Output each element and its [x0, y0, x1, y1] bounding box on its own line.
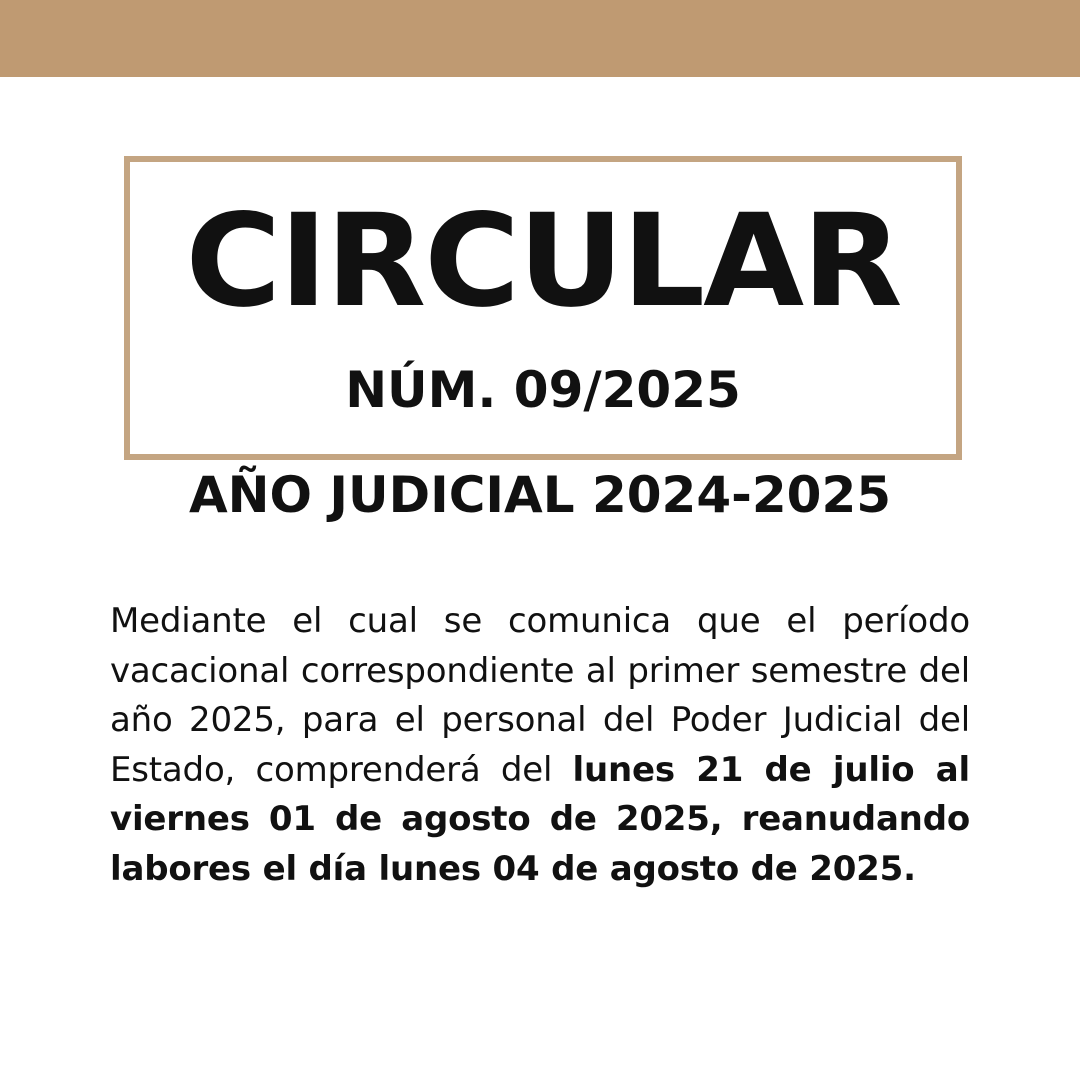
- judicial-year-heading: AÑO JUDICIAL 2024-2025: [188, 466, 892, 524]
- top-color-band: [0, 0, 1080, 77]
- circular-number: NÚM. 09/2025: [345, 361, 741, 419]
- notice-intro-text: Mediante el cual se comunica que el período vacacional correspondiente al primer semestre del año 2025, para el personal del Poder Judicial del Estado, comprenderá del: [110, 601, 970, 790]
- title-frame: [124, 156, 962, 460]
- notice-highlight-text: lunes 21 de julio al viernes 01 de agosto de 2025, reanudando labores el día lunes 04 de agosto de 2025.: [110, 749, 970, 889]
- notice-paragraph: [110, 597, 970, 894]
- circular-title: CIRCULAR: [185, 187, 901, 336]
